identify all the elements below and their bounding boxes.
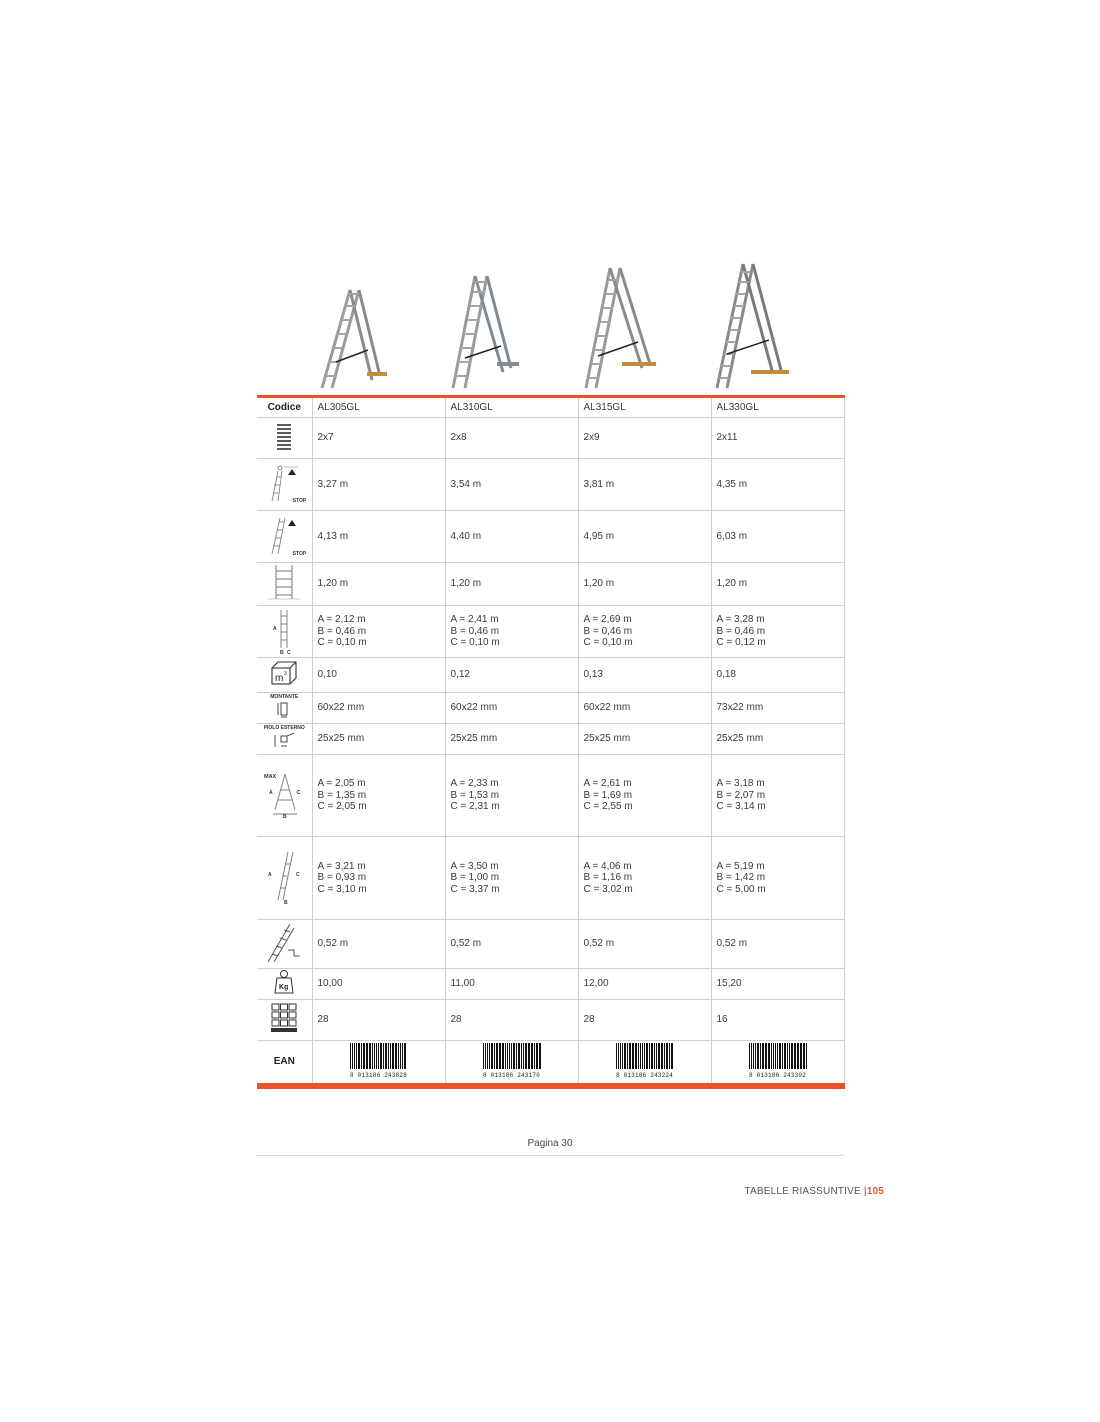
codice-label: Codice [267,401,301,413]
barcode-bar [664,1043,665,1069]
cell-height2: 6,03 m [711,511,844,563]
cell-height1: 4,35 m [711,459,844,511]
barcode-bar [494,1043,495,1069]
barcode-bar [635,1043,637,1069]
barcode-bar [356,1043,357,1069]
dim-b: B = 1,16 m [583,872,633,884]
cell-rungs: 2x11 [711,418,844,459]
cell-code: AL310GL [445,397,578,418]
barcode-bar [620,1043,621,1069]
closed-ladder-dimensions-icon [267,606,301,654]
stop-label: STOP [292,551,307,558]
montante-label: MONTANTE [270,694,299,701]
dim-a: A = 5,19 m [716,860,765,872]
row-height-2 [257,511,844,563]
cell-open-dims [445,755,578,837]
width-icon-cell [257,563,312,606]
cell-ean [445,1040,578,1086]
cell-volume: 0,12 [445,658,578,693]
barcode-bar [806,1043,807,1069]
cell-height1: 3,81 m [578,459,711,511]
ladder-user-height-icon [264,463,304,503]
barcode-bar [354,1043,355,1069]
cell-volume: 0,18 [711,658,844,693]
rung-profile-icon [272,731,296,749]
row-extended-dimensions [257,837,844,920]
row-weight [257,968,844,999]
row-width [257,563,844,606]
cell-stabilizer: 0,52 m [711,920,844,969]
barcode-bars-icon [349,1043,409,1069]
cell-piolo: 25x25 mm [578,724,711,755]
spec-table [257,395,845,1089]
barcode-bar [534,1043,535,1069]
cell-width: 1,20 m [711,563,844,606]
row-stabilizer [257,920,844,969]
cell-montante: 60x22 mm [578,693,711,724]
weight-kg-icon [273,969,295,995]
weight-icon-cell [257,968,312,999]
cell-closed-dims [312,605,445,658]
cell-volume: 0,10 [312,658,445,693]
barcode-bar [654,1043,655,1069]
barcode-bar [771,1043,772,1069]
cell-piolo: 25x25 mm [312,724,445,755]
barcode-bar [525,1043,527,1069]
dim-b: B = 0,93 m [317,872,367,884]
cell-height1: 3,27 m [312,459,445,511]
barcode-bar [749,1043,750,1069]
ladder-section-icon [266,563,302,601]
barcode-bar [671,1043,673,1069]
montante-icon-cell [257,693,312,724]
barcode-bar [640,1043,641,1069]
barcode-bar [669,1043,670,1069]
barcode-bar [762,1043,764,1069]
row-piolo [257,724,844,755]
dim-c: C = 0,10 m [583,637,633,648]
barcode-bar [779,1043,781,1069]
a-frame-dimensions-icon [263,770,305,818]
barcode-bar [760,1043,761,1069]
cell-width: 1,20 m [445,563,578,606]
barcode-bars-icon [748,1043,808,1069]
cell-montante: 73x22 mm [711,693,844,724]
dim-a: A = 3,18 m [716,778,765,790]
barcode-bar [649,1043,650,1069]
footer [744,1186,884,1197]
barcode-bar [616,1043,617,1069]
cell-height2: 4,40 m [445,511,578,563]
dim-b: B = 2,07 m [716,789,766,801]
closed-dims-icon-cell [257,605,312,658]
dim-a: A = 2,61 m [583,778,632,790]
row-ean [257,1040,844,1086]
ext-dims-icon-cell [257,837,312,920]
cell-ean [711,1040,844,1086]
cell-open-dims [578,755,711,837]
barcode-bar [502,1043,504,1069]
barcode-bar [366,1043,368,1069]
barcode [349,1043,409,1080]
barcode-bar [791,1043,793,1069]
cell-weight: 11,00 [445,968,578,999]
barcode-bar [511,1043,512,1069]
barcode-bar [483,1043,484,1069]
cell-ext-dims [312,837,445,920]
upright-profile-icon [275,700,293,718]
barcode-bar [646,1043,648,1069]
barcode-bar [402,1043,403,1069]
barcode-bar [782,1043,783,1069]
cell-montante: 60x22 mm [312,693,445,724]
barcode [748,1043,808,1080]
dim-b: B = 1,69 m [583,789,633,801]
barcode-bar [390,1043,391,1069]
dim-label-c: C [296,872,300,879]
dim-a: A = 2,41 m [450,614,499,625]
barcode-bar [358,1043,360,1069]
barcode-bar [374,1043,375,1069]
extended-ladder-dimensions-icon [264,848,304,904]
dim-c: C = 0,12 m [716,637,766,648]
barcode-bar [629,1043,631,1069]
barcode-bar [516,1043,517,1069]
dim-label-c: C [297,789,301,796]
barcode-bar [787,1043,788,1069]
barcode-bar [404,1043,406,1069]
cell-ext-dims [445,837,578,920]
barcode-bar [651,1043,653,1069]
cell-stabilizer: 0,52 m [578,920,711,969]
dim-label-b: B [280,649,284,654]
barcode [615,1043,675,1080]
barcode-bar [523,1043,524,1069]
barcode-bars-icon [482,1043,542,1069]
cell-pallet: 16 [711,999,844,1040]
cell-closed-dims [445,605,578,658]
ean-number: 8 013186 243224 [615,1072,673,1079]
volume-icon-cell [257,658,312,693]
barcode-bar [536,1043,538,1069]
dim-c: C = 2,05 m [317,801,367,813]
barcode-bar [784,1043,786,1069]
row-pallet [257,999,844,1040]
barcode-bar [485,1043,486,1069]
kg-label: Kg [279,983,289,991]
dim-c: C = 2,55 m [583,801,633,813]
height1-icon-cell [257,459,312,511]
barcode-bar [789,1043,790,1069]
pallet-grid-icon [270,1002,298,1034]
dim-label-a: A [268,872,272,879]
row-montante [257,693,844,724]
cell-width: 1,20 m [578,563,711,606]
barcode-bar [398,1043,399,1069]
row-volume [257,658,844,693]
dim-label-c: C [287,649,291,654]
barcode-bar [395,1043,397,1069]
barcode-bar [656,1043,657,1069]
cell-piolo: 25x25 mm [711,724,844,755]
dim-label-b: B [284,900,288,905]
barcode-bar [372,1043,373,1069]
barcode-bars-icon [615,1043,675,1069]
svg-text:3: 3 [284,671,288,678]
barcode-bar [627,1043,628,1069]
ean-number: 8 013186 243828 [349,1072,407,1079]
barcode-bar [531,1043,533,1069]
footer-separator: | [863,1186,867,1197]
ean-number: 8 013186 243392 [748,1072,806,1079]
barcode [482,1043,542,1080]
row-closed-dimensions [257,605,844,658]
barcode-bar [794,1043,796,1069]
cell-rungs: 2x7 [312,418,445,459]
barcode-bar [521,1043,522,1069]
footer-section: TABELLE RIASSUNTIVE [744,1186,861,1197]
barcode-bar [509,1043,510,1069]
dim-c: C = 0,10 m [317,637,367,648]
dim-a: A = 2,33 m [450,778,499,790]
barcode-bar [363,1043,365,1069]
ladder-extended-height-icon [264,514,304,556]
open-dims-icon-cell [257,755,312,837]
barcode-bar [755,1043,756,1069]
dim-a: A = 2,69 m [583,614,632,625]
dim-label-b: B [283,813,287,818]
barcode-bar [632,1043,634,1069]
dim-c: C = 3,37 m [450,883,500,895]
cell-rungs: 2x9 [578,418,711,459]
barcode-bar [369,1043,371,1069]
cell-weight: 15,20 [711,968,844,999]
stop-label: STOP [292,498,307,505]
barcode-bar [491,1043,493,1069]
cell-stabilizer: 0,52 m [312,920,445,969]
dim-c: C = 5,00 m [716,883,766,895]
dim-a: A = 4,06 m [583,860,632,872]
dim-a: A = 3,21 m [317,860,366,872]
dim-c: C = 2,31 m [450,801,500,813]
dim-a: A = 3,50 m [450,860,499,872]
cell-pallet: 28 [578,999,711,1040]
dim-b: B = 1,35 m [317,789,367,801]
dim-c: C = 3,10 m [317,883,367,895]
cube-volume-icon [270,660,298,686]
ean-label-cell [257,1040,312,1086]
cell-piolo: 25x25 mm [445,724,578,755]
barcode-bar [638,1043,639,1069]
cell-open-dims [312,755,445,837]
ladder-image-al310gl [445,262,578,394]
ladder-image-al305gl [312,262,445,394]
cell-code: AL305GL [312,397,445,418]
barcode-bar [499,1043,501,1069]
codice-label-cell [257,397,312,418]
barcode-bar [539,1043,541,1069]
barcode-bar [800,1043,802,1069]
barcode-bar [513,1043,515,1069]
barcode-bar [777,1043,778,1069]
barcode-bar [528,1043,530,1069]
dim-b: B = 1,42 m [716,872,766,884]
barcode-bar [618,1043,619,1069]
pallet-icon-cell [257,999,312,1040]
barcode-bar [487,1043,488,1069]
barcode-bar [642,1043,643,1069]
cell-code: AL330GL [711,397,844,418]
barcode-bar [666,1043,668,1069]
m3-label: m [275,673,284,685]
barcode-bar [622,1043,623,1069]
cell-height1: 3,54 m [445,459,578,511]
cell-weight: 12,00 [578,968,711,999]
barcode-bar [489,1043,490,1069]
cell-weight: 10,00 [312,968,445,999]
barcode-bar [378,1043,379,1069]
barcode-bar [658,1043,660,1069]
dim-b: B = 1,53 m [450,789,500,801]
barcode-bar [765,1043,767,1069]
stair-use-icon [264,920,304,964]
barcode-bar [496,1043,498,1069]
ean-label: EAN [273,1055,295,1067]
barcode-bar [392,1043,394,1069]
rungs-icon [274,422,294,450]
dim-b: B = 1,00 m [450,872,500,884]
barcode-bar [753,1043,754,1069]
cell-ext-dims [578,837,711,920]
barcode-bar [644,1043,645,1069]
dim-label-a: A [273,625,277,632]
cell-open-dims [711,755,844,837]
barcode-bar [773,1043,774,1069]
dim-b: B = 0,46 m [317,625,367,637]
barcode-bar [768,1043,770,1069]
stabilizer-icon-cell [257,920,312,969]
barcode-bar [624,1043,626,1069]
barcode-bar [350,1043,351,1069]
dim-c: C = 3,14 m [716,801,766,813]
cell-closed-dims [711,605,844,658]
barcode-bar [383,1043,384,1069]
row-rungs [257,418,844,459]
dim-a: A = 3,28 m [716,614,765,625]
cell-code: AL315GL [578,397,711,418]
barcode-bar [388,1043,389,1069]
barcode-bar [380,1043,382,1069]
row-open-dimensions [257,755,844,837]
barcode-bar [505,1043,506,1069]
footer-page-number: 105 [866,1186,884,1197]
piolo-label: PIOLO ESTERNO [263,725,305,732]
page-label: Pagina 30 [527,1138,573,1149]
barcode-bar [361,1043,362,1069]
cell-rungs: 2x8 [445,418,578,459]
cell-height2: 4,13 m [312,511,445,563]
barcode-bar [518,1043,520,1069]
dim-label-a: A [269,789,273,796]
dim-b: B = 0,46 m [583,625,633,637]
max-label: MAX [264,773,277,780]
barcode-bar [797,1043,799,1069]
barcode-bar [661,1043,663,1069]
barcode-bar [352,1043,353,1069]
ladder-image-al315gl [578,262,711,394]
dim-c: C = 0,10 m [450,637,500,648]
barcode-bar [376,1043,377,1069]
cell-volume: 0,13 [578,658,711,693]
rungs-icon-cell [257,418,312,459]
cell-ean [312,1040,445,1086]
dim-c: C = 3,02 m [583,883,633,895]
cell-ext-dims [711,837,844,920]
cell-height2: 4,95 m [578,511,711,563]
row-height-1 [257,459,844,511]
barcode-bar [400,1043,401,1069]
dim-b: B = 0,46 m [716,625,766,637]
height2-icon-cell [257,511,312,563]
cell-montante: 60x22 mm [445,693,578,724]
cell-width: 1,20 m [312,563,445,606]
barcode-bar [803,1043,805,1069]
barcode-bar [775,1043,776,1069]
barcode-bar [757,1043,759,1069]
cell-stabilizer: 0,52 m [445,920,578,969]
dim-a: A = 2,05 m [317,778,366,790]
barcode-bar [751,1043,752,1069]
cell-closed-dims [578,605,711,658]
divider [257,1155,844,1156]
piolo-icon-cell [257,724,312,755]
ladder-images [312,262,844,394]
barcode-bar [507,1043,508,1069]
ladder-image-al330gl [711,262,844,394]
ean-number: 8 013186 243170 [482,1072,540,1079]
row-codice [257,397,844,418]
dim-b: B = 0,46 m [450,625,500,637]
cell-pallet: 28 [312,999,445,1040]
barcode-bar [385,1043,387,1069]
dim-a: A = 2,12 m [317,614,366,625]
cell-ean [578,1040,711,1086]
cell-pallet: 28 [445,999,578,1040]
